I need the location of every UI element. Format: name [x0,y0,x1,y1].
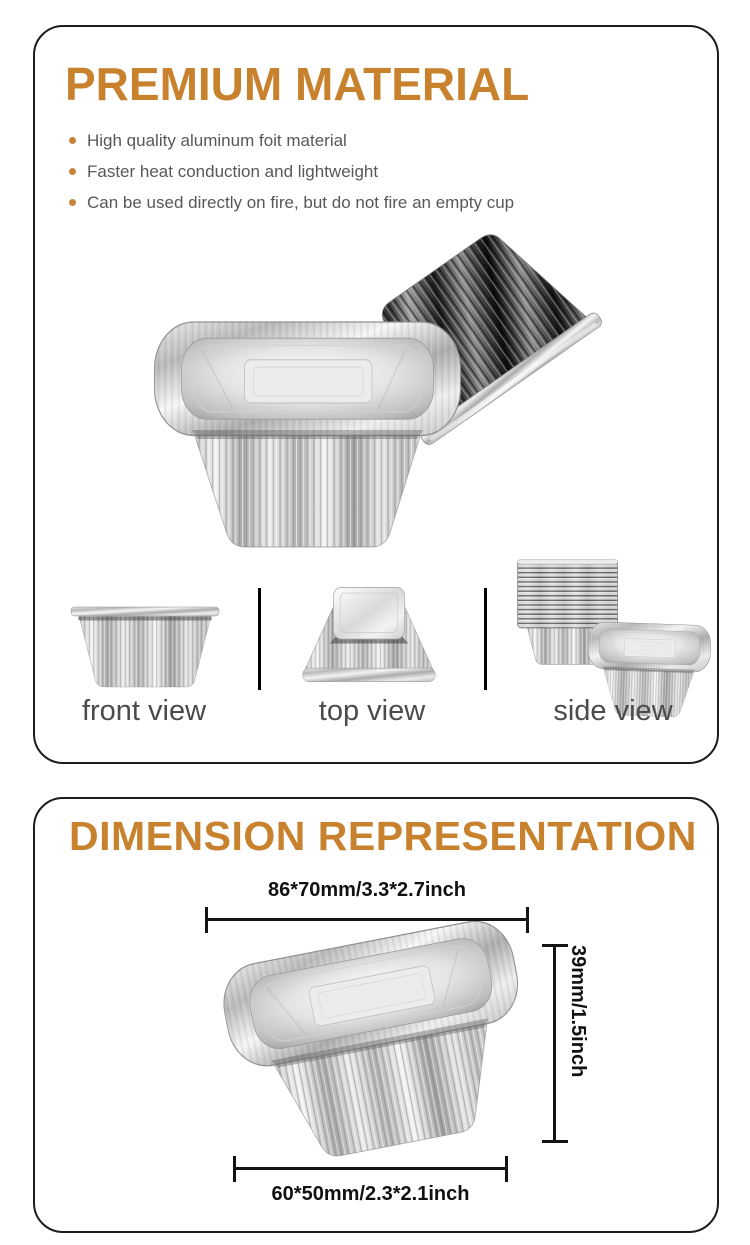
height-dimension-label: 39mm/1.5inch [567,945,589,1078]
top-view-photo [303,587,435,681]
height-dimension-line [542,944,568,1143]
view-label-front: front view [81,695,207,727]
dimension-pan-photo [217,915,544,1172]
width-dimension-line [205,907,529,933]
dimension-title: DIMENSION REPRESENTATION [69,813,697,859]
feature-text: Can be used directly on fire, but do not fire an empty cup [87,193,515,212]
front-view-photo [71,607,219,687]
view-label-top: top view [318,695,426,727]
dimension-card [33,797,719,1233]
hero-upright-pan-photo [155,322,461,547]
feature-text: High quality aluminum foit material [87,131,347,150]
view-divider [484,588,487,690]
view-divider [258,588,261,690]
view-label-side: side view [553,695,673,727]
feature-text: Faster heat conduction and lightweight [87,162,379,181]
bottom-dimension-line [233,1156,508,1182]
premium-material-title: PREMIUM MATERIAL [65,58,530,110]
width-dimension-label: 86*70mm/3.3*2.7inch [268,879,466,901]
product-photos-canvas [35,27,717,762]
bottom-dimension-label: 60*50mm/2.3*2.1inch [271,1183,470,1205]
premium-material-card [33,25,719,764]
